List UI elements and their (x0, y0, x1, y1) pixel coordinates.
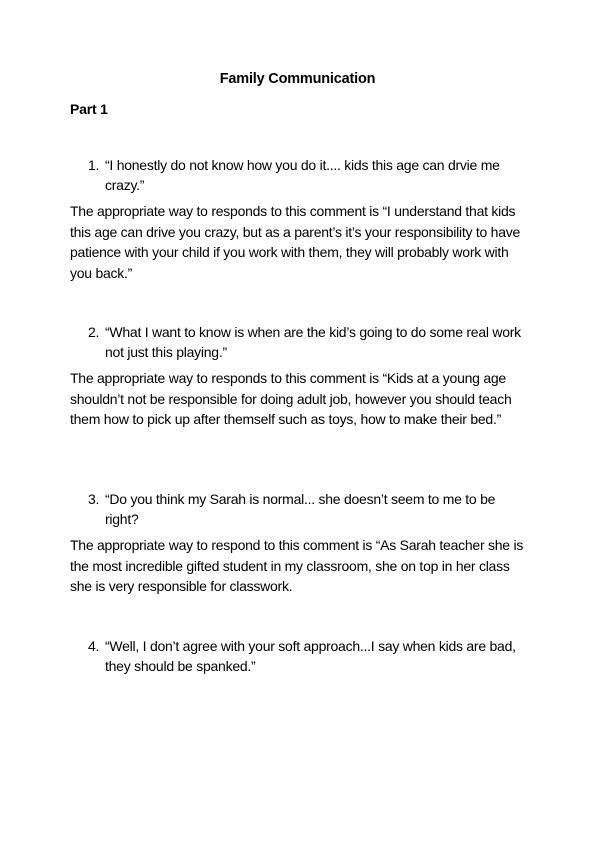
question-text: “I honestly do not know how you do it.... kids this age can drvie me crazy.” (105, 157, 500, 193)
list-item (70, 489, 532, 597)
question (70, 636, 532, 676)
answer-text: The appropriate way to responds to this comment is “I understand that kids this age can drive you crazy, but as a parent’s it’s your responsibility to have patience with your child if you work with them, they will probably work with you back.” (70, 203, 521, 281)
item-number: 4. (88, 638, 100, 654)
list-item (70, 322, 532, 430)
question-text: “What I want to know is when are the kid’s going to do some real work not just this playing.” (105, 324, 521, 360)
question (70, 155, 532, 195)
item-number: 3. (88, 491, 100, 507)
question (70, 322, 532, 362)
question-text: “Do you think my Sarah is normal... she doesn’t seem to me to be right? (105, 491, 496, 527)
question (70, 489, 532, 529)
list-item (70, 636, 532, 676)
answer-text: The appropriate way to responds to this comment is “Kids at a young age shouldn’t not be responsible for doing adult job, however you should teach them how to pick up after themself such as toys, how to make their bed.” (70, 370, 512, 427)
item-number: 1. (88, 157, 100, 173)
document-title: Family Communication (219, 71, 376, 87)
list-item (70, 155, 532, 283)
part-heading: Part 1 (70, 101, 108, 117)
question-text: “Well, I don’t agree with your soft approach...I say when kids are bad, they should be spanked.” (105, 638, 516, 674)
item-number: 2. (88, 324, 100, 340)
answer-text: The appropriate way to respond to this comment is “As Sarah teacher she is the most incredible gifted student in my classroom, she on top in her class she is very responsible for classwork. (70, 537, 524, 594)
